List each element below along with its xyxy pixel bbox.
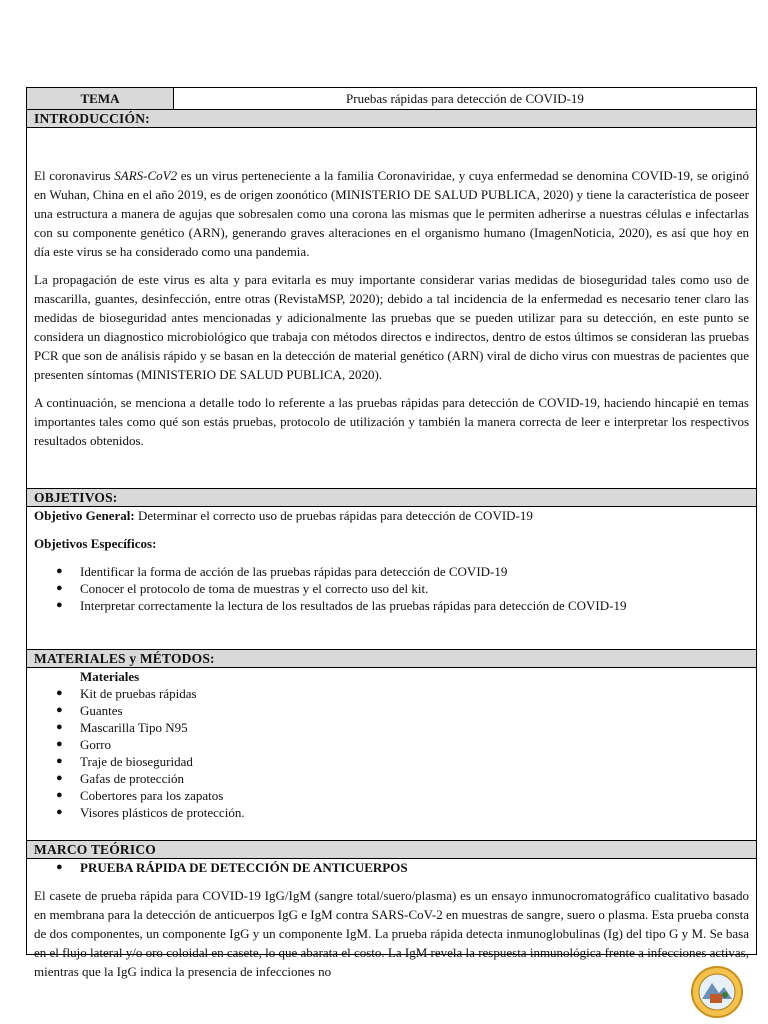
objetivos-especificos-label: Objetivos Específicos: — [34, 536, 157, 551]
materiales-heading: MATERIALES y MÉTODOS: — [27, 649, 756, 668]
marco-bullet — [34, 859, 749, 876]
list-item: ● Cobertores para los zapatos — [56, 788, 224, 803]
introduccion-heading: INTRODUCCIÓN: — [27, 110, 756, 128]
list-item: ● Kit de pruebas rápidas — [56, 686, 197, 701]
list-item: ● Traje de bioseguridad — [56, 754, 193, 769]
materiales-section — [27, 668, 756, 840]
list-item: ● PRUEBA RÁPIDA DE DETECCIÓN DE ANTICUERPOS — [56, 860, 408, 875]
objetivos-heading: OBJETIVOS: — [27, 488, 756, 507]
materiales-subheading: Materiales — [80, 669, 140, 684]
tema-row — [27, 88, 756, 110]
virus-name: SARS-CoV2 — [114, 168, 178, 183]
list-item: ● Interpretar correctamente la lectura de los resultados de las pruebas rápidas para detección de COVID-19 — [56, 598, 627, 613]
list-item: ● Gafas de protección — [56, 771, 184, 786]
intro-paragraph-2: La propagación de este virus es alta y para evitarla es muy importante considerar varias medidas de bioseguridad tales como uso de mascarilla, guantes, desinfección, entre otras (RevistaMSP, 2020); debido a tal incidencia de la enfermedad es necesario tener claro las medidas de bioseguridad antes mencionadas y adicionalmente las pruebas que se pueden utilizar para su detección, en este punto se considera un diagnostico microbiológico que trabaja con métodos directos e indirectos, dentro de estos últimos se consideran las pruebas PCR que son de análisis rápido y se basan en la detección de material genético (ARN) viral de dicho virus con muestras de pacientes que presenten síntomas (MINISTERIO DE SALUD PUBLICA, 2020). — [34, 272, 749, 382]
marco-section — [27, 859, 756, 981]
institution-logo-icon — [690, 965, 744, 1019]
introduccion-section — [27, 128, 756, 488]
document-table — [26, 87, 757, 979]
objetivos-section — [27, 507, 756, 649]
intro-paragraph-1: El coronavirus SARS-CoV2 es un virus perteneciente a la familia Coronaviridae, y cuya enfermedad se denomina COVID-19, se originó en Wuhan, China en el año 2019, es de origen zoonótico (MINISTERIO DE SALUD PUBLICA, 2020) y tiene la característica de poseer una estructura a manera de agujas que sobresalen como una corona las mismas que le permiten adherirse a nuestras células e infectarlas con su componente genético (ARN), generando graves alteraciones en el organismo humano (ImagenNoticia, 2020), es así que hoy en día este virus se ha considerado como una pandemia. — [34, 168, 749, 259]
list-item: ● Visores plásticos de protección. — [56, 805, 245, 820]
marco-heading: MARCO TEÓRICO — [27, 840, 756, 859]
materiales-list — [34, 685, 749, 821]
intro-paragraph-3: A continuación, se menciona a detalle todo lo referente a las pruebas rápidas para detección de COVID-19, haciendo hincapié en temas importantes tales como qué son estás pruebas, protocolo de utilización y también la manera correcta de leer e interpretar los respectivos resultados obtenidos. — [34, 395, 749, 448]
tema-value: Pruebas rápidas para detección de COVID-19 — [346, 91, 584, 106]
list-item: ● Mascarilla Tipo N95 — [56, 720, 188, 735]
objetivos-list — [34, 552, 749, 614]
list-item: ● Gorro — [56, 737, 112, 752]
list-item: ● Identificar la forma de acción de las pruebas rápidas para detección de COVID-19 — [56, 564, 508, 579]
list-item: ● Guantes — [56, 703, 123, 718]
list-item: ● Conocer el protocolo de toma de muestras y el correcto uso del kit. — [56, 581, 429, 596]
objetivo-general: Objetivo General: Determinar el correcto uso de pruebas rápidas para detección de COVID-19 — [34, 508, 533, 523]
marco-paragraph: El casete de prueba rápida para COVID-19 IgG/IgM (sangre total/suero/plasma) es un ensayo inmunocromatográfico cualitativo basado en membrana para la detección de anticuerpos IgG e IgM contra SARS-CoV-2 en muestras de sangre, suero o plasma. Esta prueba consta de dos componentes, un componente IgG y un componente IgM. La prueba rápida detecta inmunoglobulinas (Ig) del tipo G y M. Se basa en el flujo lateral y/o oro coloidal en casete, lo que abarata el costo. La IgM revela la respuesta inmunológica frente a infecciones activas, mientras que la IgG indica la presencia de infecciones no — [34, 888, 749, 979]
tema-label: TEMA — [27, 88, 174, 109]
